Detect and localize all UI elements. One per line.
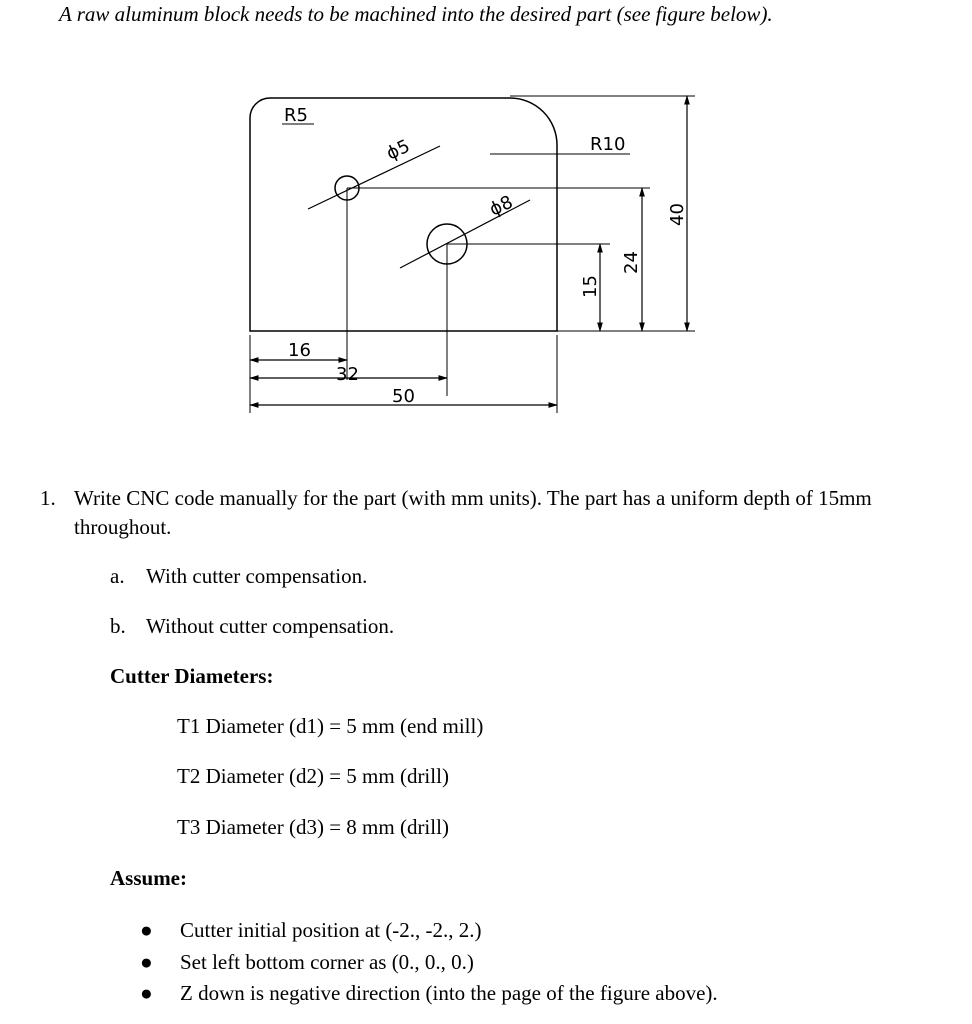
label-16: 16 — [288, 340, 311, 361]
label-15: 15 — [580, 275, 601, 298]
cutter-item: T1 Diameter (d1) = 5 mm (end mill) — [177, 714, 484, 738]
subquestion-text: With cutter compensation. — [146, 564, 368, 588]
question-text: Write CNC code manually for the part (with mm units). The part has a uniform depth of 15mm throughout. — [74, 486, 872, 539]
assume-item — [140, 981, 718, 1006]
assume-item — [140, 918, 482, 943]
phi5-leader — [308, 146, 440, 209]
label-r5: R5 — [284, 105, 308, 126]
label-r10: R10 — [590, 134, 626, 155]
cutter-item: T3 Diameter (d3) = 8 mm (drill) — [177, 815, 449, 839]
label-phi8: ϕ8 — [486, 191, 517, 221]
subquestion-label: a. — [110, 564, 125, 588]
cutter-item: T2 Diameter (d2) = 5 mm (drill) — [177, 764, 449, 788]
label-50: 50 — [392, 386, 415, 407]
label-phi5: ϕ5 — [383, 135, 414, 165]
bullet-icon: ● — [140, 950, 153, 974]
assume-heading: Assume: — [110, 866, 187, 890]
part-drawing — [240, 88, 710, 418]
label-24: 24 — [621, 251, 642, 274]
subquestion-b — [110, 614, 394, 639]
subquestion-label: b. — [110, 614, 126, 638]
part-outline — [250, 98, 557, 331]
label-32: 32 — [336, 364, 359, 385]
bullet-icon: ● — [140, 981, 153, 1005]
part-drawing-svg — [240, 88, 710, 418]
question-number: 1. — [40, 486, 56, 510]
assume-item — [140, 950, 474, 975]
assume-text: Set left bottom corner as (0., 0., 0.) — [180, 950, 474, 974]
cutter-heading: Cutter Diameters: — [110, 664, 274, 688]
subquestion-text: Without cutter compensation. — [146, 614, 395, 638]
label-40: 40 — [667, 203, 688, 226]
assume-text: Z down is negative direction (into the page of the figure above). — [180, 981, 718, 1005]
intro-text: A raw aluminum block needs to be machined into the desired part (see figure below). — [59, 2, 773, 26]
assume-text: Cutter initial position at (-2., -2., 2.) — [180, 918, 482, 942]
bullet-icon: ● — [140, 918, 153, 942]
subquestion-a — [110, 564, 367, 589]
question-1 — [40, 484, 920, 542]
